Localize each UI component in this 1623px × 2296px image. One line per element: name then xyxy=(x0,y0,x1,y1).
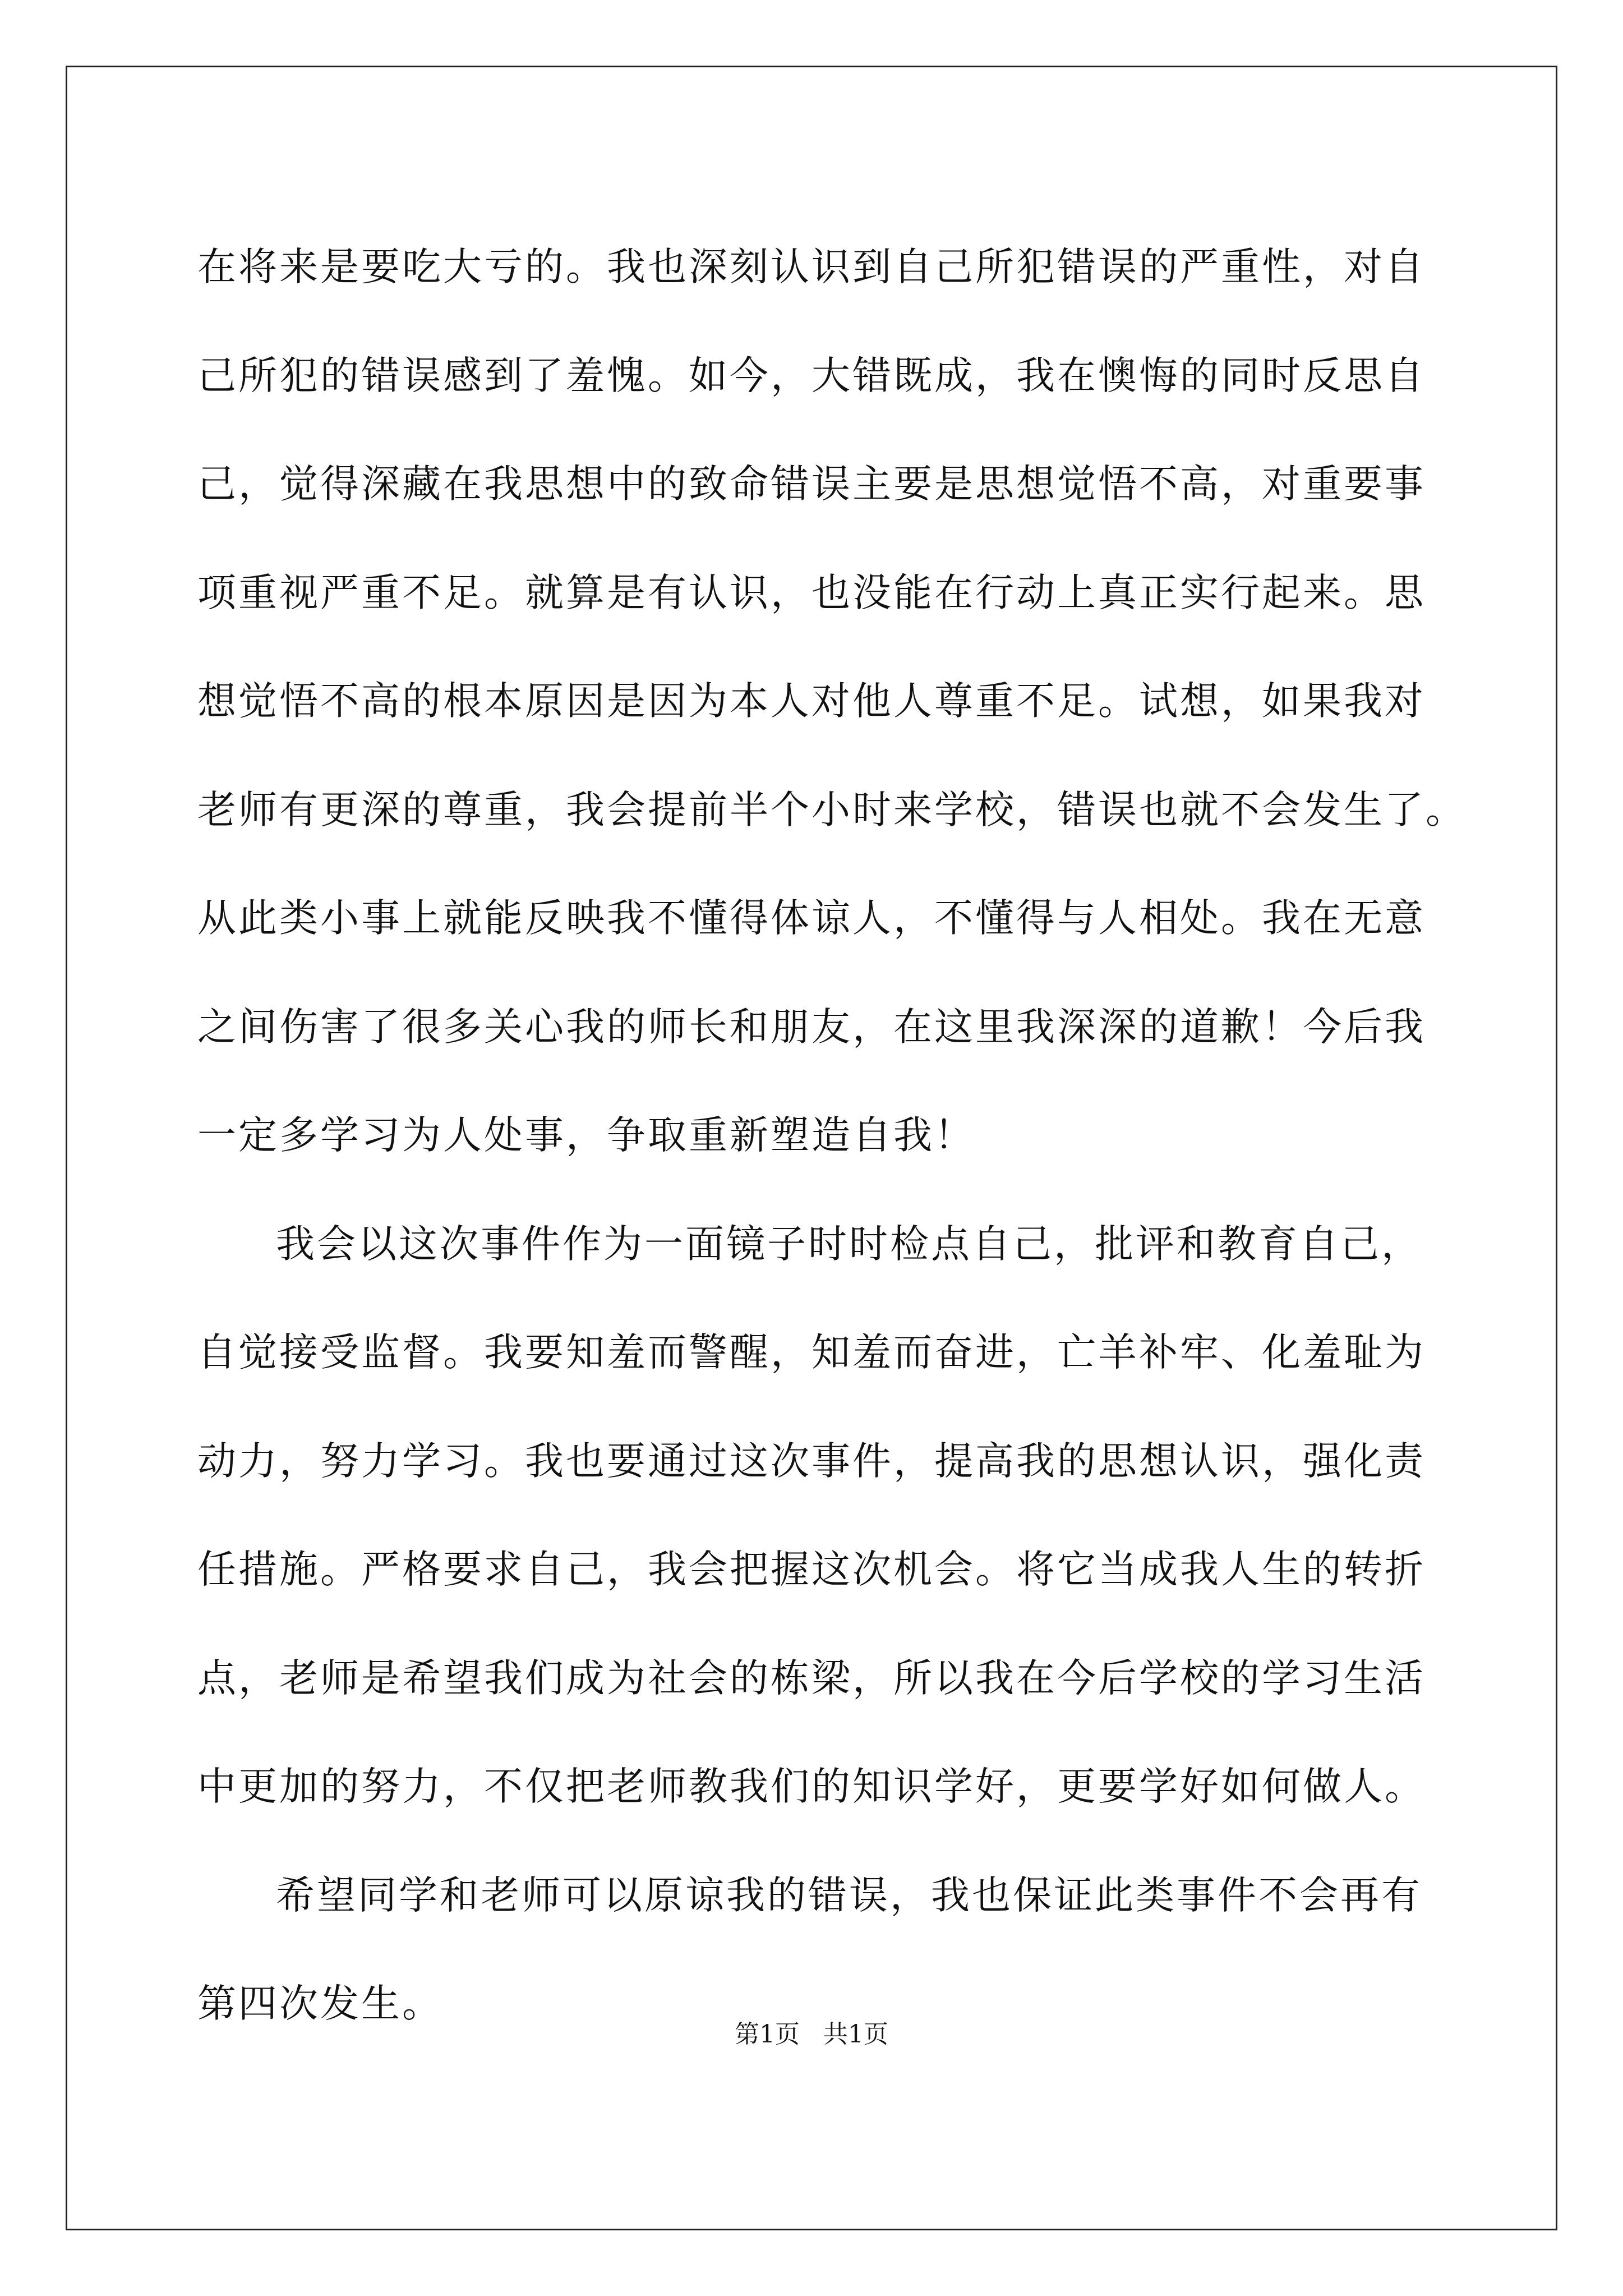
text-line: 中更加的努力，不仅把老师教我们的知识学好，更要学好如何做人。 xyxy=(197,1764,1426,1809)
document-body xyxy=(197,213,1476,2059)
text-line: 想觉悟不高的根本原因是因为本人对他人尊重不足。试想，如果我对 xyxy=(197,679,1426,724)
text-line: 己所犯的错误感到了羞愧。如今，大错既成，我在懊悔的同时反思自 xyxy=(197,353,1426,398)
text-line: 任措施。严格要求自己，我会把握这次机会。将它当成我人生的转折 xyxy=(197,1547,1426,1592)
text-line: 之间伤害了很多关心我的师长和朋友，在这里我深深的道歉！今后我 xyxy=(197,1004,1426,1050)
page-number: 第1页 共1页 xyxy=(735,2020,888,2049)
text-line: 自觉接受监督。我要知羞而警醒，知羞而奋进，亡羊补牢、化羞耻为 xyxy=(197,1330,1426,1375)
text-line: 老师有更深的尊重，我会提前半个小时来学校，错误也就不会发生了。 xyxy=(197,787,1467,832)
page-footer xyxy=(0,2014,1623,2050)
text-line: 在将来是要吃大亏的。我也深刻认识到自己所犯错误的严重性，对自 xyxy=(197,245,1426,289)
text-line: 点，老师是希望我们成为社会的栋梁，所以我在今后学校的学习生活 xyxy=(197,1655,1426,1701)
text-line: 一定多学习为人处事，争取重新塑造自我！ xyxy=(197,1113,975,1158)
text-line: 第四次发生。 xyxy=(197,1981,443,2026)
paragraph-start-line: 希望同学和老师可以原谅我的错误，我也保证此类事件不会再有 xyxy=(276,1872,1422,1918)
text-line: 从此类小事上就能反映我不懂得体谅人，不懂得与人相处。我在无意 xyxy=(197,896,1426,941)
text-line: 己，觉得深藏在我思想中的致命错误主要是思想觉悟不高，对重要事 xyxy=(197,462,1426,507)
paragraph-start-line: 我会以这次事件作为一面镜子时时检点自己，批评和教育自己， xyxy=(276,1221,1422,1267)
text-line: 项重视严重不足。就算是有认识，也没能在行动上真正实行起来。思 xyxy=(197,570,1426,615)
text-line: 动力，努力学习。我也要通过这次事件，提高我的思想认识，强化责 xyxy=(197,1438,1426,1484)
